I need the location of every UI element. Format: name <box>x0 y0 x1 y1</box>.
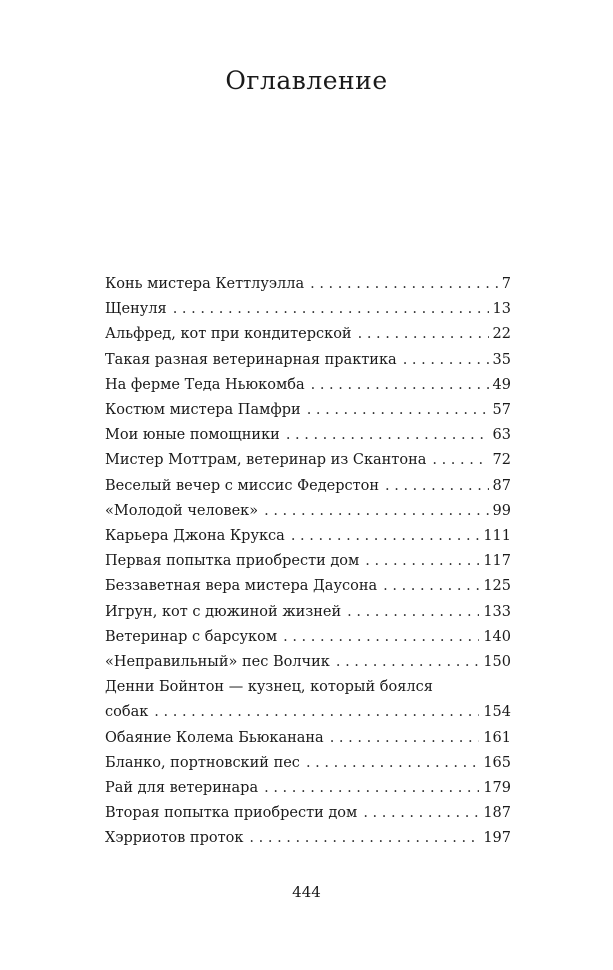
toc-entry-title: Карьера Джона Крукса <box>105 528 285 545</box>
toc-entry-page: 150 <box>483 654 511 671</box>
toc-entry-page: 154 <box>483 704 511 721</box>
dot-leader <box>291 524 480 549</box>
dot-leader <box>385 474 489 499</box>
toc-entry-title: Первая попытка приобрести дом <box>105 553 360 570</box>
toc-entry <box>105 600 511 625</box>
toc-entry-page: 125 <box>483 578 511 595</box>
toc-entry <box>105 549 511 574</box>
toc-entry-page: 161 <box>483 729 511 746</box>
toc-entry-page: 99 <box>492 502 511 519</box>
dot-leader <box>264 499 488 524</box>
dot-leader <box>306 751 479 776</box>
dot-leader <box>173 297 489 322</box>
toc-entry <box>105 675 511 725</box>
dot-leader <box>283 625 479 650</box>
toc-entry <box>105 423 511 448</box>
dot-leader <box>363 801 479 826</box>
toc-entry-page: 140 <box>483 628 511 645</box>
toc-entry-page: 179 <box>483 780 511 797</box>
dot-leader <box>311 373 489 398</box>
toc-entry-title: Хэрриотов проток <box>105 830 244 847</box>
toc-entry <box>105 322 511 347</box>
toc-entry-title: Щенуля <box>105 301 167 318</box>
dot-leader <box>249 826 479 851</box>
toc-entry-title: Бланко, портновский пес <box>105 754 300 771</box>
dot-leader <box>347 600 479 625</box>
toc-entry <box>105 776 511 801</box>
dot-leader <box>310 272 498 297</box>
toc-entry-title-line2: собак <box>105 704 149 721</box>
dot-leader <box>365 549 479 574</box>
toc-entry-title: Конь мистера Кеттлуэлла <box>105 276 305 292</box>
toc-entry-title: Мои юные помощники <box>105 427 280 444</box>
dot-leader <box>286 423 489 448</box>
toc-entry-title: Такая разная ветеринарная практика <box>105 351 397 368</box>
toc-entry-title: Мистер Моттрам, ветеринар из Скантона <box>105 452 427 469</box>
toc-entry <box>105 373 511 398</box>
toc-entry-page: 165 <box>483 754 511 771</box>
toc-entry <box>105 801 511 826</box>
dot-leader <box>336 650 479 675</box>
toc-entry-title: Веселый вечер с миссис Федерстон <box>105 477 380 494</box>
toc-entry-page: 57 <box>492 402 511 419</box>
toc-entry-title: На ферме Теда Ньюкомба <box>105 376 305 393</box>
toc-entry <box>105 625 511 650</box>
toc-entry-title: «Неправильный» пес Волчик <box>105 654 330 671</box>
toc-entry <box>105 524 511 549</box>
toc-entry-page: 7 <box>501 276 511 292</box>
toc-entry <box>105 272 511 297</box>
toc-entry-page: 63 <box>492 427 511 444</box>
toc-entry <box>105 297 511 322</box>
dot-leader <box>358 322 489 347</box>
toc-entry-page: 22 <box>492 326 511 343</box>
toc-entry <box>105 726 511 751</box>
toc-entry <box>105 499 511 524</box>
toc-entry-page: 35 <box>492 351 511 368</box>
toc-entry <box>105 348 511 373</box>
toc-entry <box>105 474 511 499</box>
dot-leader <box>154 700 479 725</box>
toc-entry <box>105 650 511 675</box>
toc-entry <box>105 751 511 776</box>
toc-entry <box>105 448 511 473</box>
dot-leader <box>383 574 479 599</box>
dot-leader <box>432 448 488 473</box>
toc-entry-title: Игрун, кот с дюжиной жизней <box>105 603 342 620</box>
dot-leader <box>330 726 480 751</box>
dot-leader <box>264 776 479 801</box>
toc-entry-title: «Молодой человек» <box>105 502 259 519</box>
toc-entry-title-line1: Денни Бойнтон — кузнец, который боялся <box>105 679 433 696</box>
toc-entry-page: 187 <box>483 805 511 822</box>
toc-entry-page: 13 <box>492 301 511 318</box>
toc-entry-page: 133 <box>483 603 511 620</box>
toc-entry-title: Альфред, кот при кондитерской <box>105 326 352 343</box>
page-number: 444 <box>292 883 321 901</box>
toc-entry-page: 197 <box>483 830 511 847</box>
toc-entry <box>105 826 511 851</box>
toc-entry-page: 117 <box>483 553 511 570</box>
toc-entry-title: Костюм мистера Памфри <box>105 402 301 419</box>
table-of-contents <box>105 272 511 852</box>
toc-entry-title: Вторая попытка приобрести дом <box>105 805 358 822</box>
toc-entry-page: 49 <box>492 376 511 393</box>
dot-leader <box>403 348 489 373</box>
toc-entry-page: 87 <box>492 477 511 494</box>
toc-entry <box>105 398 511 423</box>
toc-entry-title: Беззаветная вера мистера Даусона <box>105 578 378 595</box>
toc-entry-page: 111 <box>483 528 511 545</box>
toc-entry-title: Обаяние Колема Бьюканана <box>105 729 324 746</box>
page-title: Оглавление <box>225 66 388 95</box>
dot-leader <box>307 398 489 423</box>
toc-entry-page: 72 <box>492 452 511 469</box>
toc-entry-title: Ветеринар с барсуком <box>105 628 278 645</box>
toc-entry-title: Рай для ветеринара <box>105 780 259 797</box>
toc-entry <box>105 574 511 599</box>
